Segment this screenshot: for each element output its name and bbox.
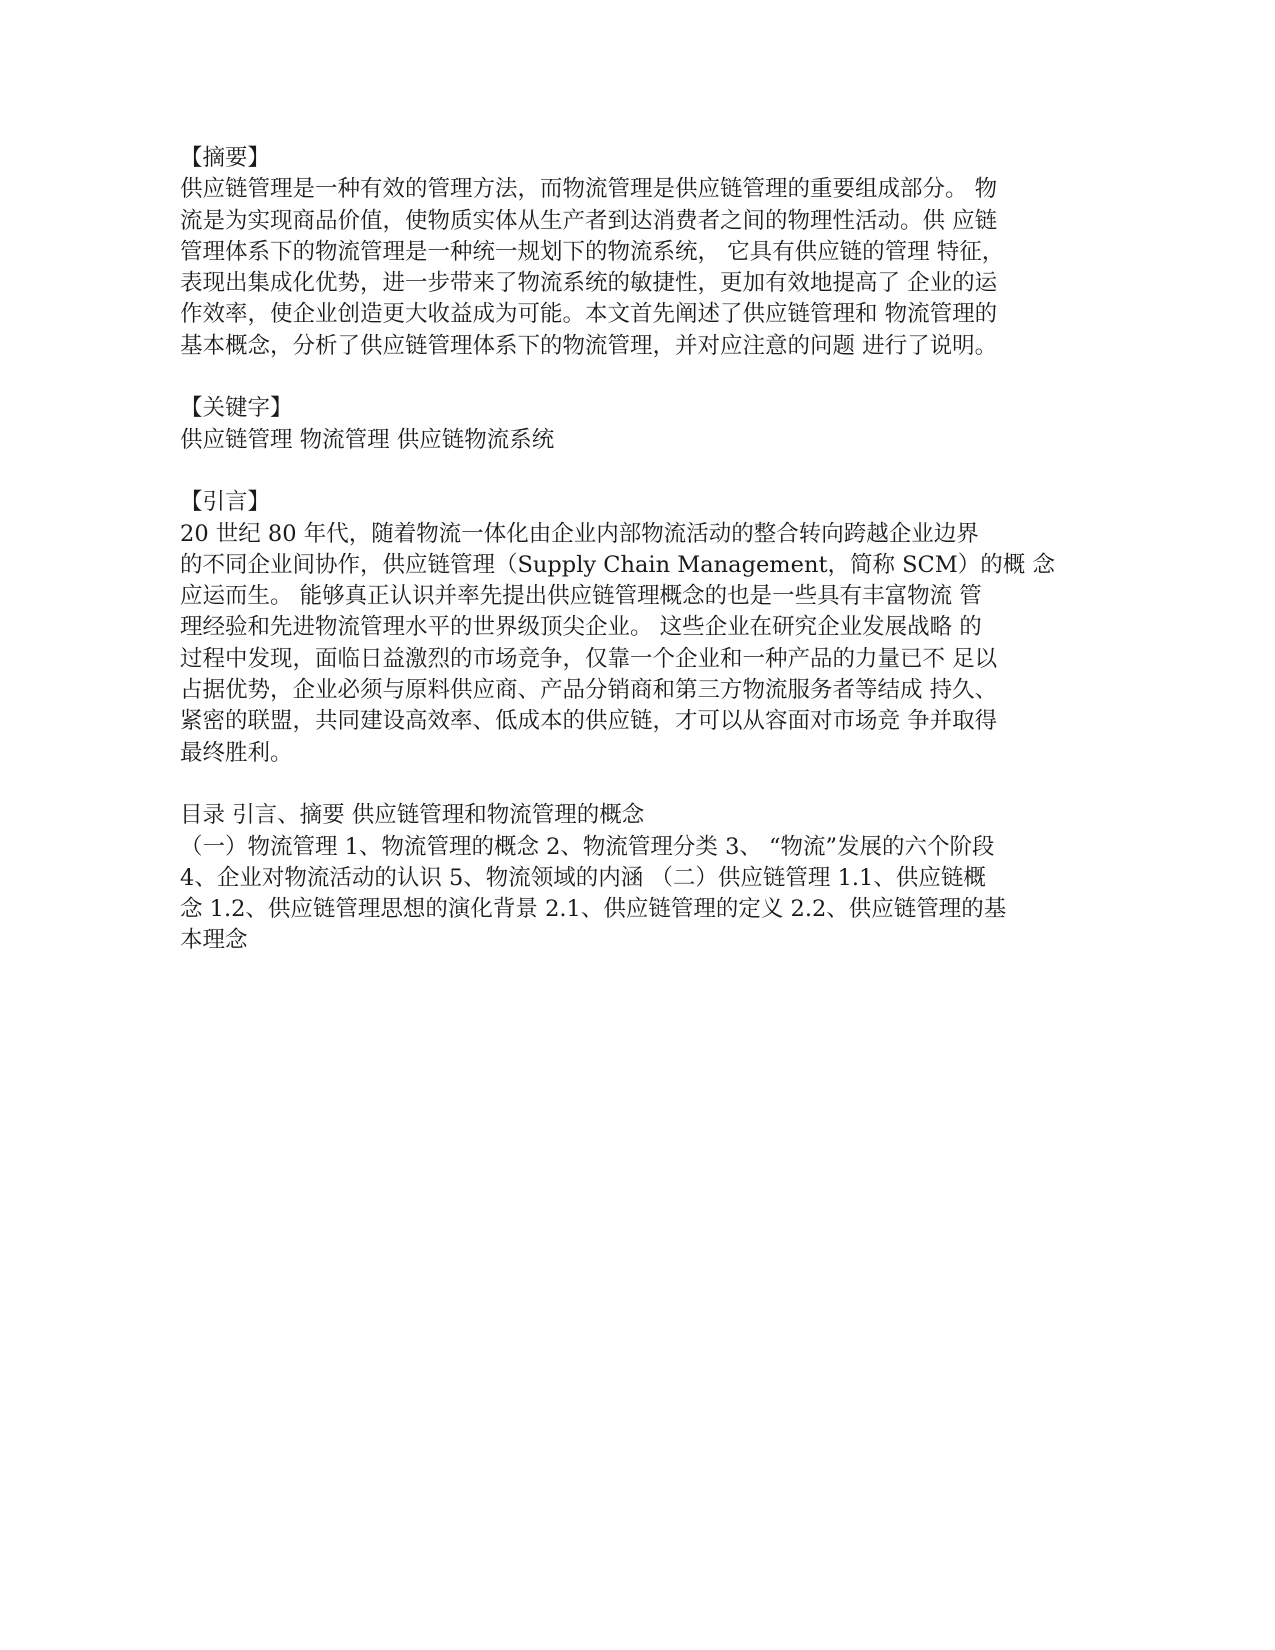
abstract-line: 管理体系下的物流管理是一种统一规划下的物流系统， 它具有供应链的管理 特征，	[180, 238, 1005, 265]
introduction-line: 的不同企业间协作，供应链管理（Supply Chain Management，简称 SCM）的概 念	[180, 551, 1055, 578]
abstract-line: 流是为实现商品价值，使物质实体从生产者到达消费者之间的物理性活动。供 应链	[180, 207, 998, 234]
abstract-line: 作效率，使企业创造更大收益成为可能。本文首先阐述了供应链管理和 物流管理的	[180, 301, 998, 328]
document-page	[180, 143, 1055, 957]
abstract-line: 表现出集成化优势，进一步带来了物流系统的敏捷性，更加有效地提高了 企业的运	[180, 270, 998, 297]
toc-section	[180, 800, 1045, 956]
abstract-line: 基本概念，分析了供应链管理体系下的物流管理，并对应注意的问题 进行了说明。	[180, 332, 998, 359]
toc-line: 念 1.2、供应链管理思想的演化背景 2.1、供应链管理的定义 2.2、供应链管理的基	[180, 896, 1007, 923]
section-spacer	[180, 456, 1045, 487]
abstract-section	[180, 143, 1045, 362]
introduction-line: 理经验和先进物流管理水平的世界级顶尖企业。 这些企业在研究企业发展战略 的	[180, 614, 982, 641]
introduction-section	[180, 487, 1055, 769]
keywords-line: 供应链管理 物流管理 供应链物流系统	[180, 426, 555, 453]
toc-line: （一）物流管理 1、物流管理的概念 2、物流管理分类 3、 “物流”发展的六个阶段	[180, 833, 995, 860]
section-spacer	[180, 362, 1045, 393]
section-spacer	[180, 769, 1045, 800]
toc-line: 4、企业对物流活动的认识 5、物流领域的内涵 （二）供应链管理 1.1、供应链概	[180, 864, 986, 891]
introduction-line: 占据优势，企业必须与原料供应商、产品分销商和第三方物流服务者等结成 持久、	[180, 677, 998, 704]
introduction-line: 应运而生。 能够真正认识并率先提出供应链管理概念的也是一些具有丰富物流 管	[180, 583, 982, 610]
toc-line: 目录 引言、摘要 供应链管理和物流管理的概念	[180, 802, 645, 829]
introduction-line: 最终胜利。	[180, 739, 293, 766]
toc-line: 本理念	[180, 927, 248, 954]
abstract-line: 供应链管理是一种有效的管理方法，而物流管理是供应链管理的重要组成部分。 物	[180, 176, 998, 203]
introduction-line: 紧密的联盟，共同建设高效率、低成本的供应链，才可以从容面对市场竞 争并取得	[180, 708, 998, 735]
introduction-line: 过程中发现，面临日益激烈的市场竞争，仅靠一个企业和一种产品的力量已不 足以	[180, 645, 998, 672]
introduction-heading: 【引言】	[180, 489, 271, 516]
keywords-section	[180, 393, 1045, 456]
abstract-heading: 【摘要】	[180, 145, 271, 171]
keywords-heading: 【关键字】	[180, 395, 293, 422]
introduction-line: 20 世纪 80 年代，随着物流一体化由企业内部物流活动的整合转向跨越企业边界	[180, 520, 979, 547]
